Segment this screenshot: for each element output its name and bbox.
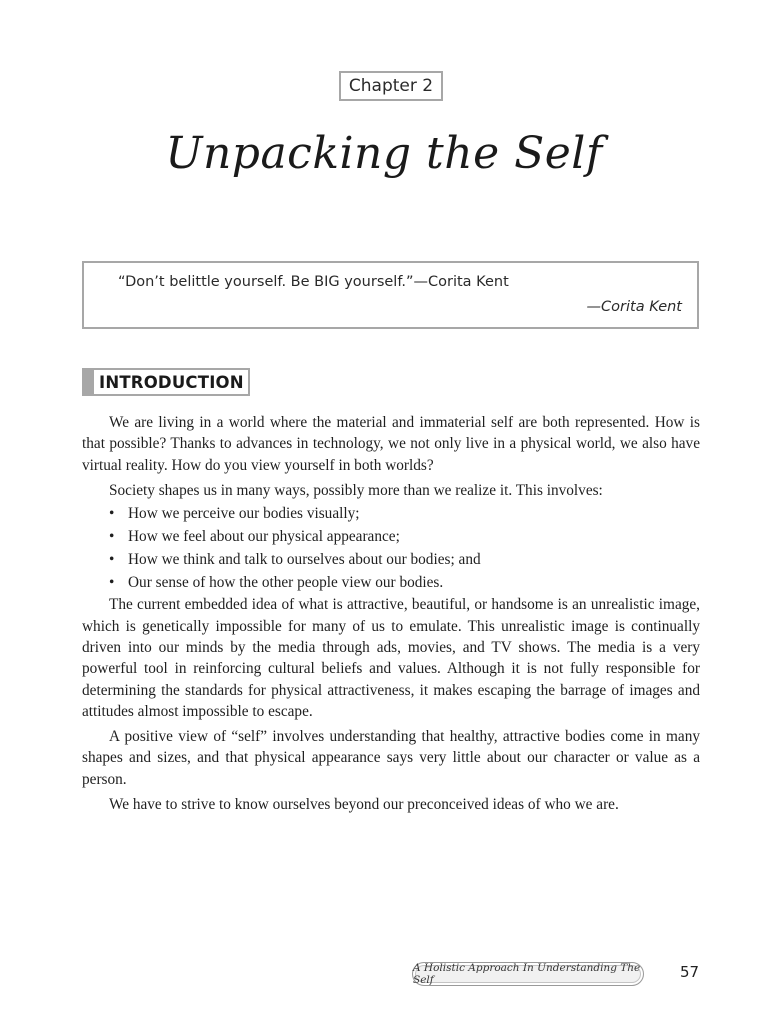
epigraph-attribution: —Corita Kent xyxy=(586,299,682,315)
chapter-label: Chapter 2 xyxy=(339,71,443,101)
section-heading-label: INTRODUCTION xyxy=(99,372,244,392)
section-heading xyxy=(82,368,250,396)
list-item: • How we feel about our physical appearance; xyxy=(82,526,700,547)
paragraph: We have to strive to know ourselves beyond our preconceived ideas of who we are. xyxy=(109,796,619,814)
paragraph: We are living in a world where the material and immaterial self are both represented. How is that possible? Thanks to advances in technology, we not only live in a physical world, we also have virtual reality. How do you view yourself in both worlds? xyxy=(82,414,700,474)
body-text xyxy=(82,412,700,815)
page-number: 57 xyxy=(680,963,700,981)
epigraph-box xyxy=(82,261,699,329)
paragraph: A positive view of “self” involves understanding that healthy, attractive bodies come in many shapes and sizes, and that physical appearance says very little about our character or value as a person. xyxy=(82,728,700,788)
list-item: • How we perceive our bodies visually; xyxy=(82,503,700,524)
list-item: • How we think and talk to ourselves about our bodies; and xyxy=(82,549,700,570)
paragraph: Society shapes us in many ways, possibly more than we realize it. This involves: xyxy=(109,481,603,499)
chapter-title: Unpacking the Self xyxy=(165,128,603,179)
bullet-list xyxy=(82,503,700,593)
footer-book-title-text: A Holistic Approach In Understanding The Self xyxy=(413,962,641,986)
paragraph: The current embedded idea of what is attractive, beautiful, or handsome is an unrealistic image, which is genetically impossible for many of us to emulate. This unrealistic image is continually driven into our minds by the media through ads, movies, and TV shows. The media is a very powerful tool in reinforcing cultural beliefs and values. Although it is not fully responsible for determining the standards for physical attractiveness, it makes escaping the barrage of images and attitudes almost impossible to escape. xyxy=(82,596,700,720)
epigraph-quote: “Don’t belittle yourself. Be BIG yourself.”—Corita Kent xyxy=(118,274,509,290)
footer-book-title xyxy=(412,962,644,986)
list-item: • Our sense of how the other people view our bodies. xyxy=(82,572,700,593)
